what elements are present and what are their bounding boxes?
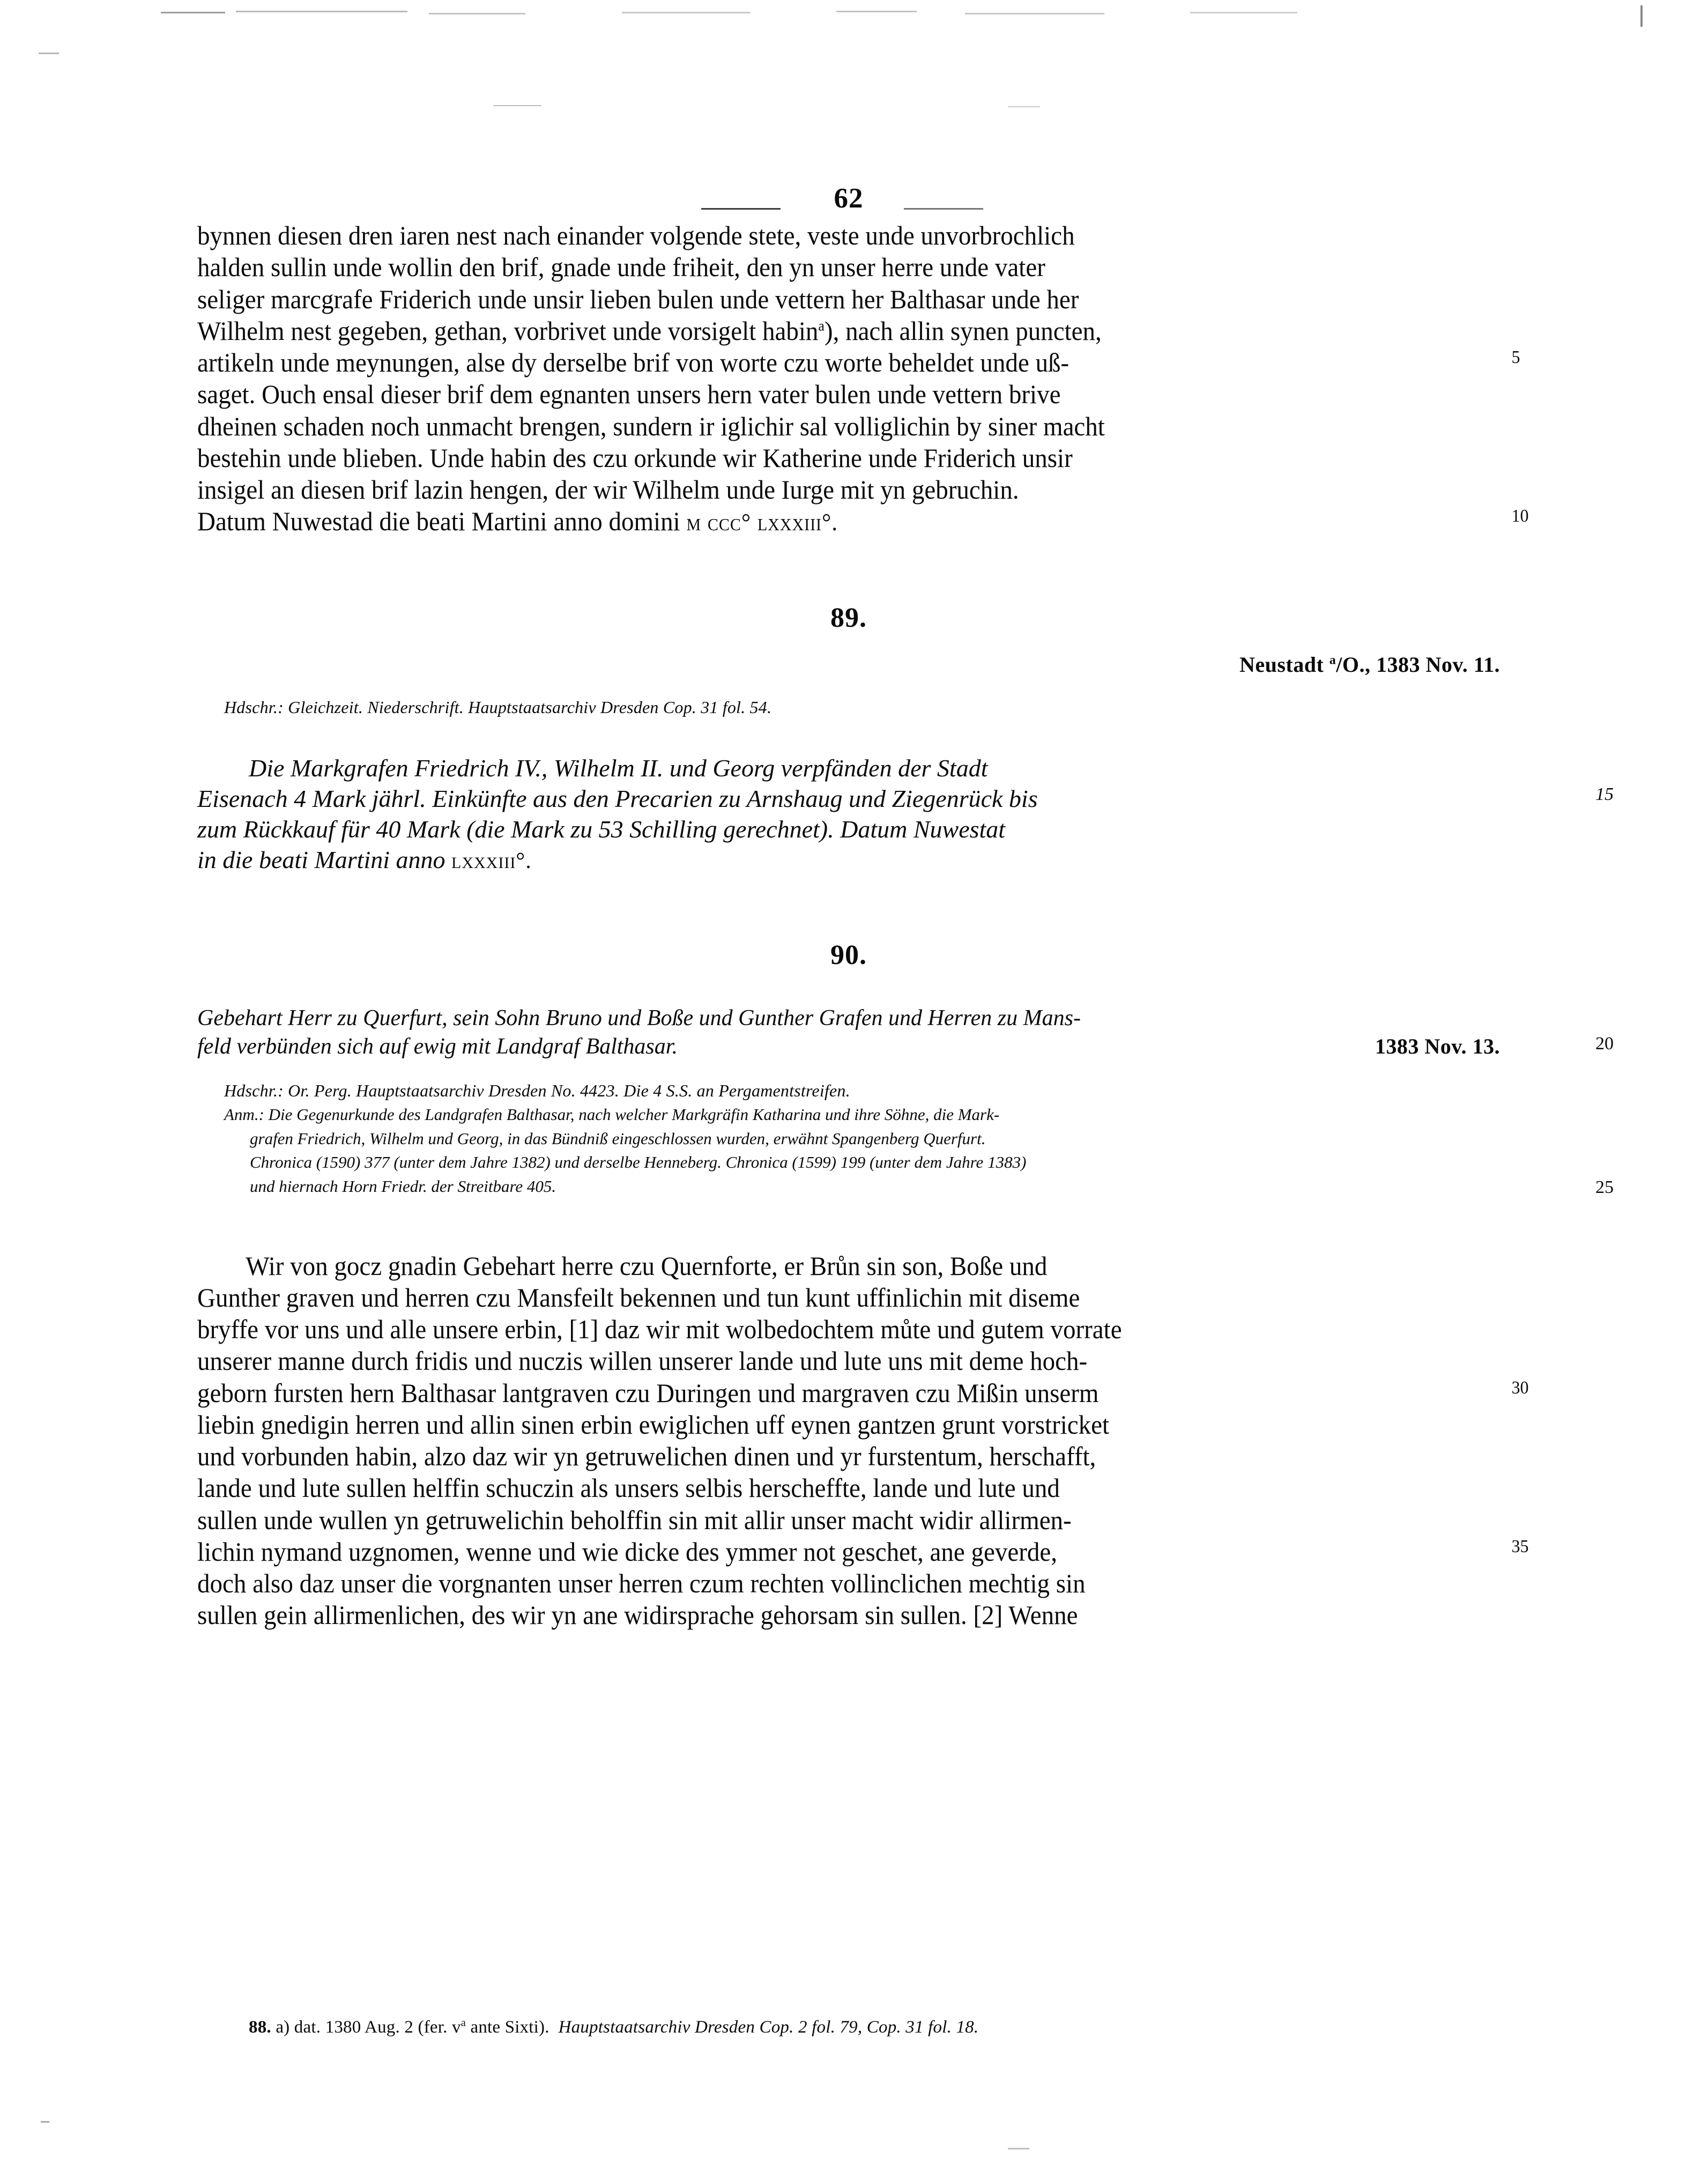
text-fragment: Wilhelm nest gegeben, gethan, vorbrivet unde vorsigelt habin	[197, 315, 819, 346]
doc90-regest	[197, 1004, 1614, 1060]
regest-roman-numeral: lxxxiii°.	[451, 848, 532, 874]
text-line: bestehin unde blieben. Unde habin des czu orkunde wir Katherine unde Friderich unsir	[197, 442, 1073, 473]
scan-artifact-bottom-left	[41, 2121, 49, 2123]
running-head	[197, 177, 1500, 220]
head-rule-left	[701, 208, 781, 210]
footnote-roman-text: ) dat. 1380 Aug. 2 (fer. v	[284, 2018, 461, 2037]
doc88-continuation-text	[197, 220, 1529, 538]
text-line	[197, 347, 1520, 379]
regest-line	[197, 783, 1614, 814]
text-line: lande und lute sullen helffin schuczin als unsers selbis herscheffte, lande und lute und	[197, 1473, 1060, 1503]
doc89-dateline	[197, 652, 1500, 677]
page-number: 62	[834, 183, 864, 214]
regest-line	[197, 844, 1500, 875]
doc89-regest	[197, 753, 1614, 876]
annotation-line: Chronica (1590) 377 (unter dem Jahre 1382) und derselbe Henneberg. Chronica (1599) 199 (unter dem Jahre 1383)	[250, 1153, 1027, 1172]
text-line-final	[197, 506, 1529, 537]
roman-numeral-date: m ccc° lxxxiii°.	[686, 508, 838, 536]
regest-line: Gebehart Herr zu Querfurt, sein Sohn Bruno und Boße und Gunther Grafen und Herren zu Mans-	[197, 1006, 1081, 1031]
doc90-archival-note: Hdschr.: Or. Perg. Hauptstaatsarchiv Dresden No. 4423. Die 4 S.S. an Pergamentstreifen.	[224, 1080, 850, 1100]
footnote-doc-number: 88.	[249, 2018, 271, 2037]
doc90-text	[197, 1250, 1529, 1632]
text-line: halden sullin unde wollin den brif, gnade unde friheit, den yn unser herre unde vater	[197, 252, 1045, 283]
text-line: sullen gein allirmenlichen, des wir yn ane widirsprache gehorsam sin sullen. [2] Wenne	[197, 1600, 1078, 1630]
text-line: dheinen schaden noch unmacht brengen, sundern ir iglichir sal volliglichin by siner macht	[197, 411, 1105, 441]
text-line: und vorbunden habin, alzo daz wir yn getruwelichen dinen und yr furstentum, herschafft,	[197, 1441, 1096, 1472]
regest-fragment: in die beati Martini anno	[197, 846, 452, 874]
scan-artifact-bottom-mid	[1008, 2148, 1029, 2149]
line-number-25: 25	[1595, 1177, 1614, 1197]
annotation-line	[224, 1175, 1614, 1199]
doc89-number: 89.	[830, 602, 867, 633]
text-line: bryffe vor uns und alle unsere erbin, [1] daz wir mit wolbedochtem můte und gutem vorrate	[197, 1314, 1122, 1345]
regest-fragment: feld verbünden sich auf ewig mit Landgraf Balthasar.	[197, 1034, 678, 1059]
annotation-line: grafen Friedrich, Wilhelm und Georg, in das Bündniß eingeschlossen wurden, erwähnt Spangenberg Querfurt.	[250, 1129, 986, 1148]
footnote-superscript: a	[461, 2017, 466, 2029]
text-line	[197, 1377, 1529, 1409]
doc90-dateline: 1383 Nov. 13.	[1375, 1034, 1500, 1058]
scan-artifact-left-edge	[39, 53, 59, 54]
text-fragment: geborn fursten hern Balthasar lantgraven czu Duringen und margraven czu Mißin unserm	[197, 1377, 1099, 1408]
text-fragment: Wir von gocz gnadin Gebehart herre czu Quernforte, er Brůn sin son, Boße und	[246, 1250, 1048, 1281]
head-rule-right	[904, 208, 983, 210]
text-line: unserer manne durch fridis und nuczis willen unserer lande und lute uns mit deme hoch-	[197, 1346, 1088, 1376]
footnote-archive-reference: Hauptstaatsarchiv Dresden Cop. 2 fol. 79, Cop. 31 fol. 18.	[558, 2018, 979, 2037]
line-number-15: 15	[1595, 784, 1614, 804]
content-column	[197, 0, 1614, 1632]
text-line: saget. Ouch ensal dieser brif dem egnanten unsers hern vater bulen unde vettern brive	[197, 379, 1061, 410]
footnote-marker-a[interactable]: a	[818, 317, 825, 334]
line-number-10: 10	[1511, 506, 1529, 527]
doc90-number: 90.	[830, 940, 867, 971]
doc89-archival-note: Hdschr.: Gleichzeit. Niederschrift. Hauptstaatsarchiv Dresden Cop. 31 fol. 54.	[224, 697, 772, 717]
text-fragment: artikeln unde meynungen, alse dy derselbe brif von worte czu worte beheldet unde uß-	[197, 347, 1070, 377]
line-number-20: 20	[1595, 1033, 1614, 1054]
text-line: seliger marcgrafe Friderich unde unsir lieben bulen unde vettern her Balthasar unde her	[197, 284, 1079, 314]
annotation-line: Anm.: Die Gegenurkunde des Landgrafen Balthasar, nach welcher Markgräfin Katharina und ihre Söhne, die Mark-	[224, 1105, 1000, 1124]
regest-line-with-date	[197, 1033, 1614, 1061]
line-number-30: 30	[1511, 1377, 1529, 1398]
dateline-superscript: a	[1329, 653, 1336, 668]
page-footnote	[197, 2017, 1500, 2037]
text-fragment: lichin nymand uzgnomen, wenne und wie dicke des ymmer not geschet, ane geverde,	[197, 1536, 1058, 1567]
line-number-5: 5	[1511, 347, 1520, 367]
text-fragment: Datum Nuwestad die beati Martini anno domini	[197, 506, 687, 537]
doc90-annotation	[197, 1103, 1614, 1199]
scan-artifact-top-right-tick	[1640, 5, 1643, 27]
text-line: Gunther graven und herren czu Mansfeilt bekennen und tun kunt uffinlichin mit diseme	[197, 1282, 1080, 1313]
text-line: sullen unde wullen yn getruwelichin beholffin sin mit allir unser macht widir allirmen-	[197, 1504, 1072, 1535]
dateline-place: Neustadt	[1239, 652, 1330, 677]
text-line	[197, 1250, 1500, 1282]
regest-line: zum Rückkauf für 40 Mark (die Mark zu 53 Schilling gerechnet). Datum Nuwestat	[197, 815, 1006, 843]
text-line: bynnen diesen dren iaren nest nach einander volgende stete, veste unde unvorbrochlich	[197, 220, 1075, 250]
text-fragment: ), nach allin synen puncten,	[824, 315, 1102, 346]
footnote-inner	[197, 2018, 978, 2037]
text-line	[197, 1536, 1529, 1568]
text-line-with-note	[197, 315, 1500, 347]
line-number-35: 35	[1511, 1536, 1529, 1556]
text-line: liebin gnedigin herren und allin sinen erbin ewiglichen uff eynen gantzen grunt vorstricket	[197, 1409, 1110, 1440]
text-line: insigel an diesen brif lazin hengen, der wir Wilhelm unde Iurge mit yn gebruchin.	[197, 474, 1019, 505]
dateline-rest: /O., 1383 Nov. 11.	[1336, 652, 1500, 677]
text-line: doch also daz unser die vorgnanten unser herren czum rechten vollinclichen mechtig sin	[197, 1568, 1086, 1599]
annotation-fragment: und hiernach Horn Friedr. der Streitbare 405.	[250, 1176, 556, 1196]
footnote-roman-text-2: ante Sixti).	[466, 2018, 549, 2037]
footnote-marker: a	[276, 2018, 284, 2037]
regest-line: Die Markgrafen Friedrich IV., Wilhelm II. und Georg verpfänden der Stadt	[249, 754, 988, 782]
regest-fragment: Eisenach 4 Mark jährl. Einkünfte aus den Precarien zu Arnshaug und Ziegenrück bis	[197, 784, 1038, 812]
